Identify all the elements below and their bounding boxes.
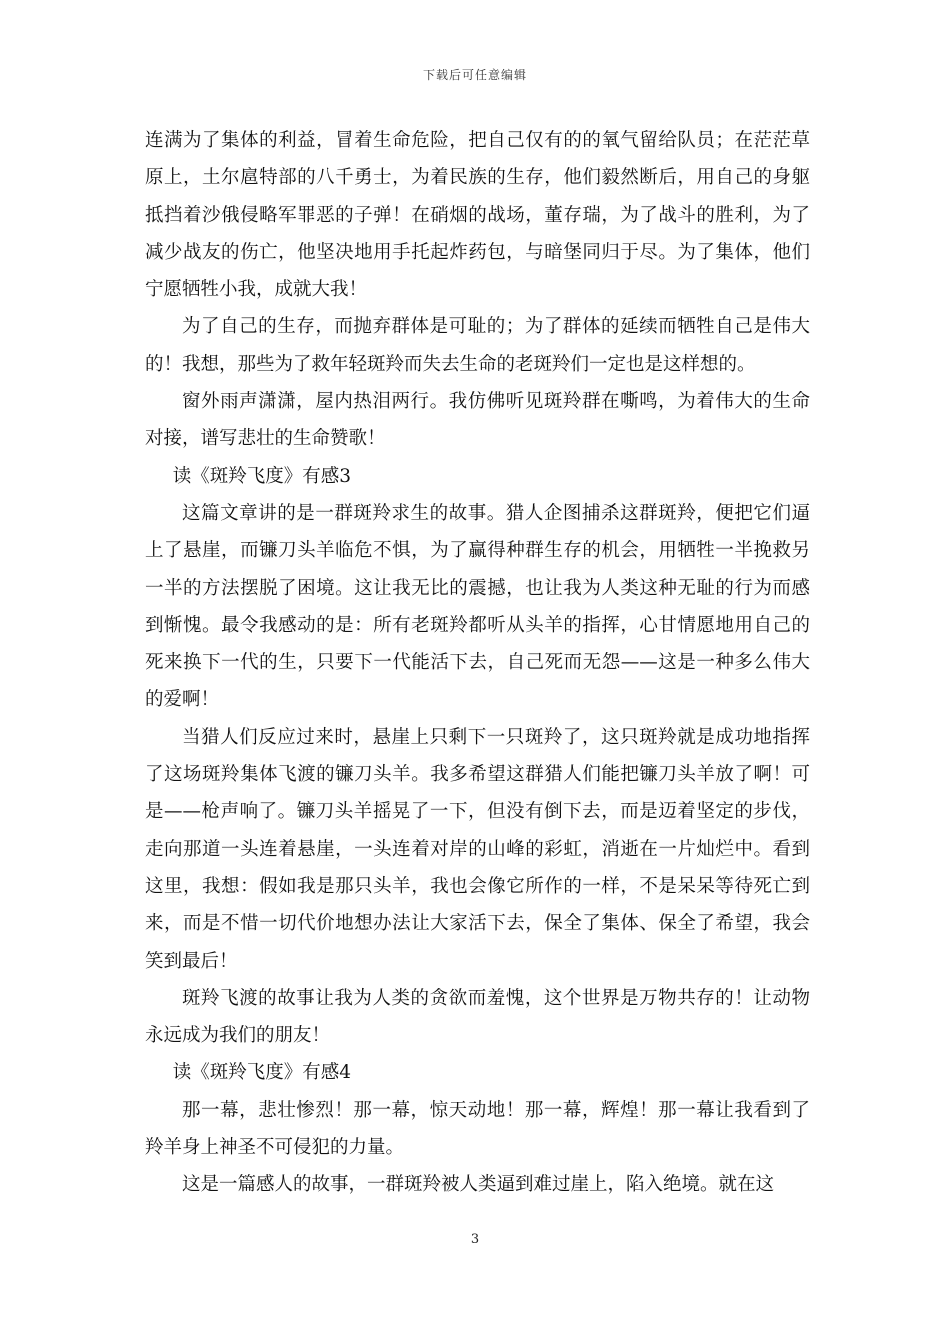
paragraph: 那一幕，悲壮惨烈！那一幕，惊天动地！那一幕，辉煌！那一幕让我看到了羚羊身上神圣不可侵犯的力量。	[145, 1099, 810, 1159]
paragraph: 为了自己的生存，而抛弃群体是可耻的；为了群体的延续而牺牲自己是伟大的！我想，那些为了救年轻斑羚而失去生命的老斑羚们一定也是这样想的。	[145, 316, 810, 375]
section-heading: 读《斑羚飞度》有感3	[172, 465, 352, 487]
paragraph: 斑羚飞渡的故事让我为人类的贪欲而羞愧，这个世界是万物共存的！让动物永远成为我们的朋友！	[145, 987, 810, 1047]
section-heading: 读《斑羚飞度》有感4	[172, 1062, 352, 1084]
page-number: 3	[470, 1232, 480, 1247]
paragraph: 这篇文章讲的是一群斑羚求生的故事。猎人企图捕杀这群斑羚，便把它们逼上了悬崖，而镰刀头羊临危不惧，为了赢得种群生存的机会，用牺牲一半挽救另一半的方法摆脱了困境。这让我无比的震撼，也让我为人类这种无耻的行为而感到惭愧。最令我感动的是：所有老斑羚都听从头羊的指挥，心甘情愿地用自己的死来换下一代的生，只要下一代能活下去，自己死而无怨——这是一种多么伟大的爱啊！	[145, 502, 810, 711]
paragraph: 连满为了集体的利益，冒着生命危险，把自己仅有的的氧气留给队员；在茫茫草原上，土尔扈特部的八千勇士，为着民族的生存，他们毅然断后，用自己的身躯抵挡着沙俄侵略军罪恶的子弹！在硝烟的战场，董存瑞，为了战斗的胜利，为了减少战友的伤亡，他坚决地用手托起炸药包，与暗堡同归于尽。为了集体，他们宁愿牺牲小我，成就大我！	[145, 130, 810, 301]
paragraph: 这是一篇感人的故事，一群斑羚被人类逼到难过崖上，陷入绝境。就在这	[182, 1174, 775, 1196]
paragraph: 窗外雨声潇潇，屋内热泪两行。我仿佛听见斑羚群在嘶鸣，为着伟大的生命对接，谱写悲壮的生命赞歌！	[145, 391, 810, 450]
page-header: 下载后可任意编辑	[422, 68, 527, 82]
document-body	[145, 122, 810, 1204]
paragraph: 当猎人们反应过来时，悬崖上只剩下一只斑羚了，这只斑羚就是成功地指挥了这场斑羚集体飞渡的镰刀头羊。我多希望这群猎人们能把镰刀头羊放了啊！可是——枪声响了。镰刀头羊摇晃了一下，但没有倒下去，而是迈着坚定的步伐，走向那道一头连着悬崖，一头连着对岸的山峰的彩虹，消逝在一片灿烂中。看到这里，我想：假如我是那只头羊，我也会像它所作的一样，不是呆呆等待死亡到来，而是不惜一切代价地想办法让大家活下去，保全了集体、保全了希望，我会笑到最后！	[145, 726, 810, 972]
